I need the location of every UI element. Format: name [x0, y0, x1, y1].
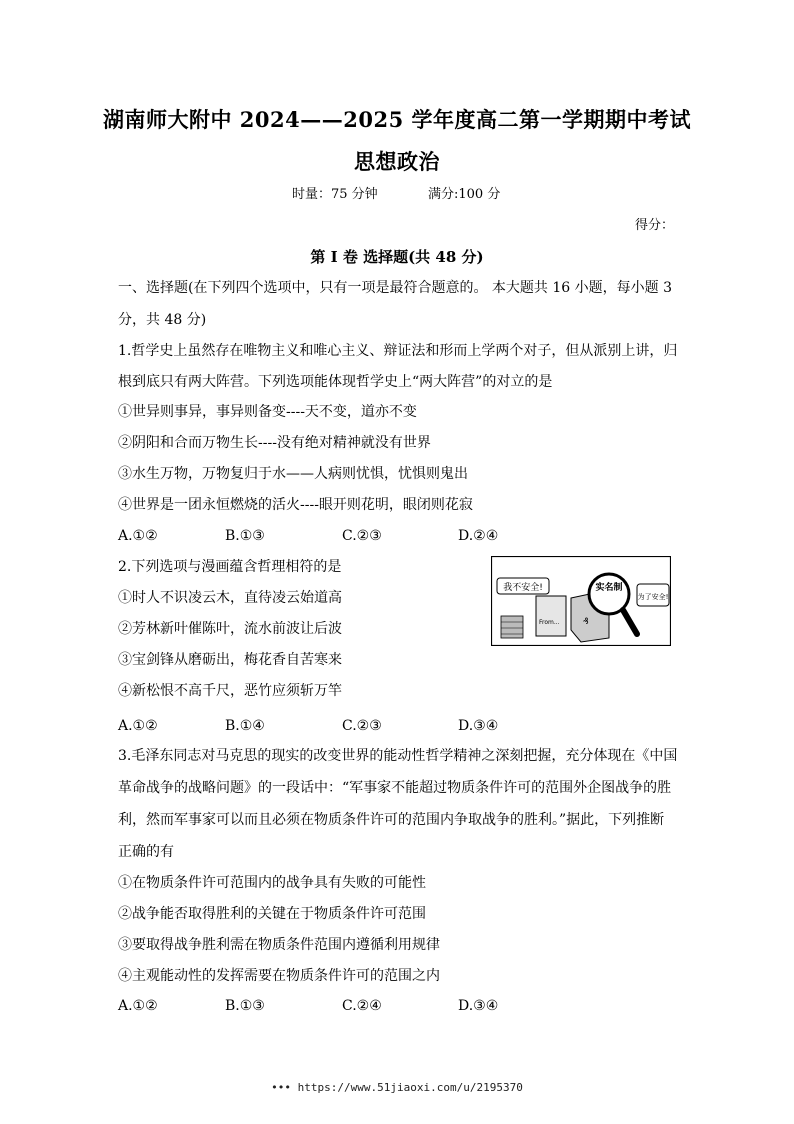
letter-figure — [536, 596, 566, 636]
q2-item-3: ③宝剑锋从磨砺出，梅花香自苦寒来 — [118, 652, 342, 668]
q3-stem-line-2: 革命战争的战略问题》的一段话中：“军事家不能超过物质条件许可的范围外企图战争的胜 — [118, 780, 672, 796]
q3-item-3: ③要取得战争胜利需在物质条件范围内遵循利用规律 — [118, 937, 440, 953]
q2-item-1: ①时人不识凌云木，直待凌云始道高 — [118, 590, 342, 606]
q2-option-c[interactable]: C.②③ — [342, 718, 382, 734]
book-stack — [501, 616, 523, 638]
speech-bubble-left-text: 我不安全! — [503, 583, 543, 593]
q3-option-c[interactable]: C.②④ — [342, 998, 382, 1014]
section-heading: 第 I 卷 选择题(共 48 分) — [310, 248, 484, 266]
q3-option-d[interactable]: D.③④ — [458, 998, 499, 1014]
q2-option-a[interactable]: A.①② — [118, 718, 158, 734]
speech-bubble-right-text: 为了安全! — [637, 593, 669, 601]
instructions-line-2: 分，共 48 分) — [118, 312, 207, 328]
q1-option-c[interactable]: C.②③ — [342, 528, 382, 544]
q1-option-a[interactable]: A.①② — [118, 528, 158, 544]
letter-text: From... — [539, 619, 560, 626]
q3-item-4: ④主观能动性的发挥需要在物质条件许可的范围之内 — [118, 968, 440, 984]
q1-item-4: ④世界是一团永恒燃烧的活火----眼开则花明，眼闭则花寂 — [118, 497, 473, 513]
q3-stem-line-1: 3.毛泽东同志对马克思的现实的改变世界的能动性哲学精神之深刻把握，充分体现在《中国 — [118, 748, 678, 764]
q3-stem-line-4: 正确的有 — [118, 844, 174, 860]
footer-url[interactable]: ••• https://www.51jiaoxi.com/u/2195370 — [271, 1081, 523, 1094]
instructions-line-1: 一、选择题(在下列四个选项中，只有一项是最符合题意的。 本大题共 16 小题，每小题 3 — [118, 280, 672, 296]
q1-item-3: ③水生万物，万物复归于水——人病则忧惧，忧惧则鬼出 — [118, 466, 468, 482]
q2-item-4: ④新松恨不高千尺，恶竹应须斩万竿 — [118, 683, 342, 699]
magnifier-text: 实名制 — [595, 583, 623, 593]
q2-option-d[interactable]: D.③④ — [458, 718, 499, 734]
time-label: 时量：75 分钟 — [292, 187, 378, 202]
q1-option-d[interactable]: D.②④ — [458, 528, 499, 544]
q1-stem-line-1: 1.哲学史上虽然存在唯物主义和唯心主义、辩证法和形而上学两个对子，但从派别上讲，归 — [118, 343, 678, 359]
q1-item-1: ①世异则事异，事异则备变----天不变，道亦不变 — [118, 404, 417, 420]
q3-item-1: ①在物质条件许可范围内的战争具有失败的可能性 — [118, 875, 426, 891]
q3-stem-line-3: 利，然而军事家可以而且必须在物质条件许可的范围内争取战争的胜利。”据此，下列推断 — [118, 812, 665, 828]
q2-item-2: ②芳林新叶催陈叶，流水前波让后波 — [118, 621, 342, 637]
score-blank: 得分： — [635, 218, 675, 233]
svg-text:₰: ₰ — [583, 617, 589, 627]
q2-stem: 2.下列选项与漫画蕴含哲理相符的是 — [118, 559, 342, 575]
q1-item-2: ②阴阳和合而万物生长----没有绝对精神就没有世界 — [118, 435, 431, 451]
exam-title: 湖南师大附中 2024——2025 学年度高二第一学期期中考试 — [102, 107, 691, 132]
q3-option-b[interactable]: B.①③ — [225, 998, 265, 1014]
q1-option-b[interactable]: B.①③ — [225, 528, 265, 544]
score-label: 满分:100 分 — [428, 187, 501, 202]
cartoon-image — [491, 556, 671, 646]
q1-stem-line-2: 根到底只有两大阵营。下列选项能体现哲学史上“两大阵营”的对立的是 — [118, 374, 553, 390]
subject-title: 思想政治 — [354, 149, 440, 174]
q3-option-a[interactable]: A.①② — [118, 998, 158, 1014]
q3-item-2: ②战争能否取得胜利的关键在于物质条件许可范围 — [118, 906, 426, 922]
q2-option-b[interactable]: B.①④ — [225, 718, 265, 734]
